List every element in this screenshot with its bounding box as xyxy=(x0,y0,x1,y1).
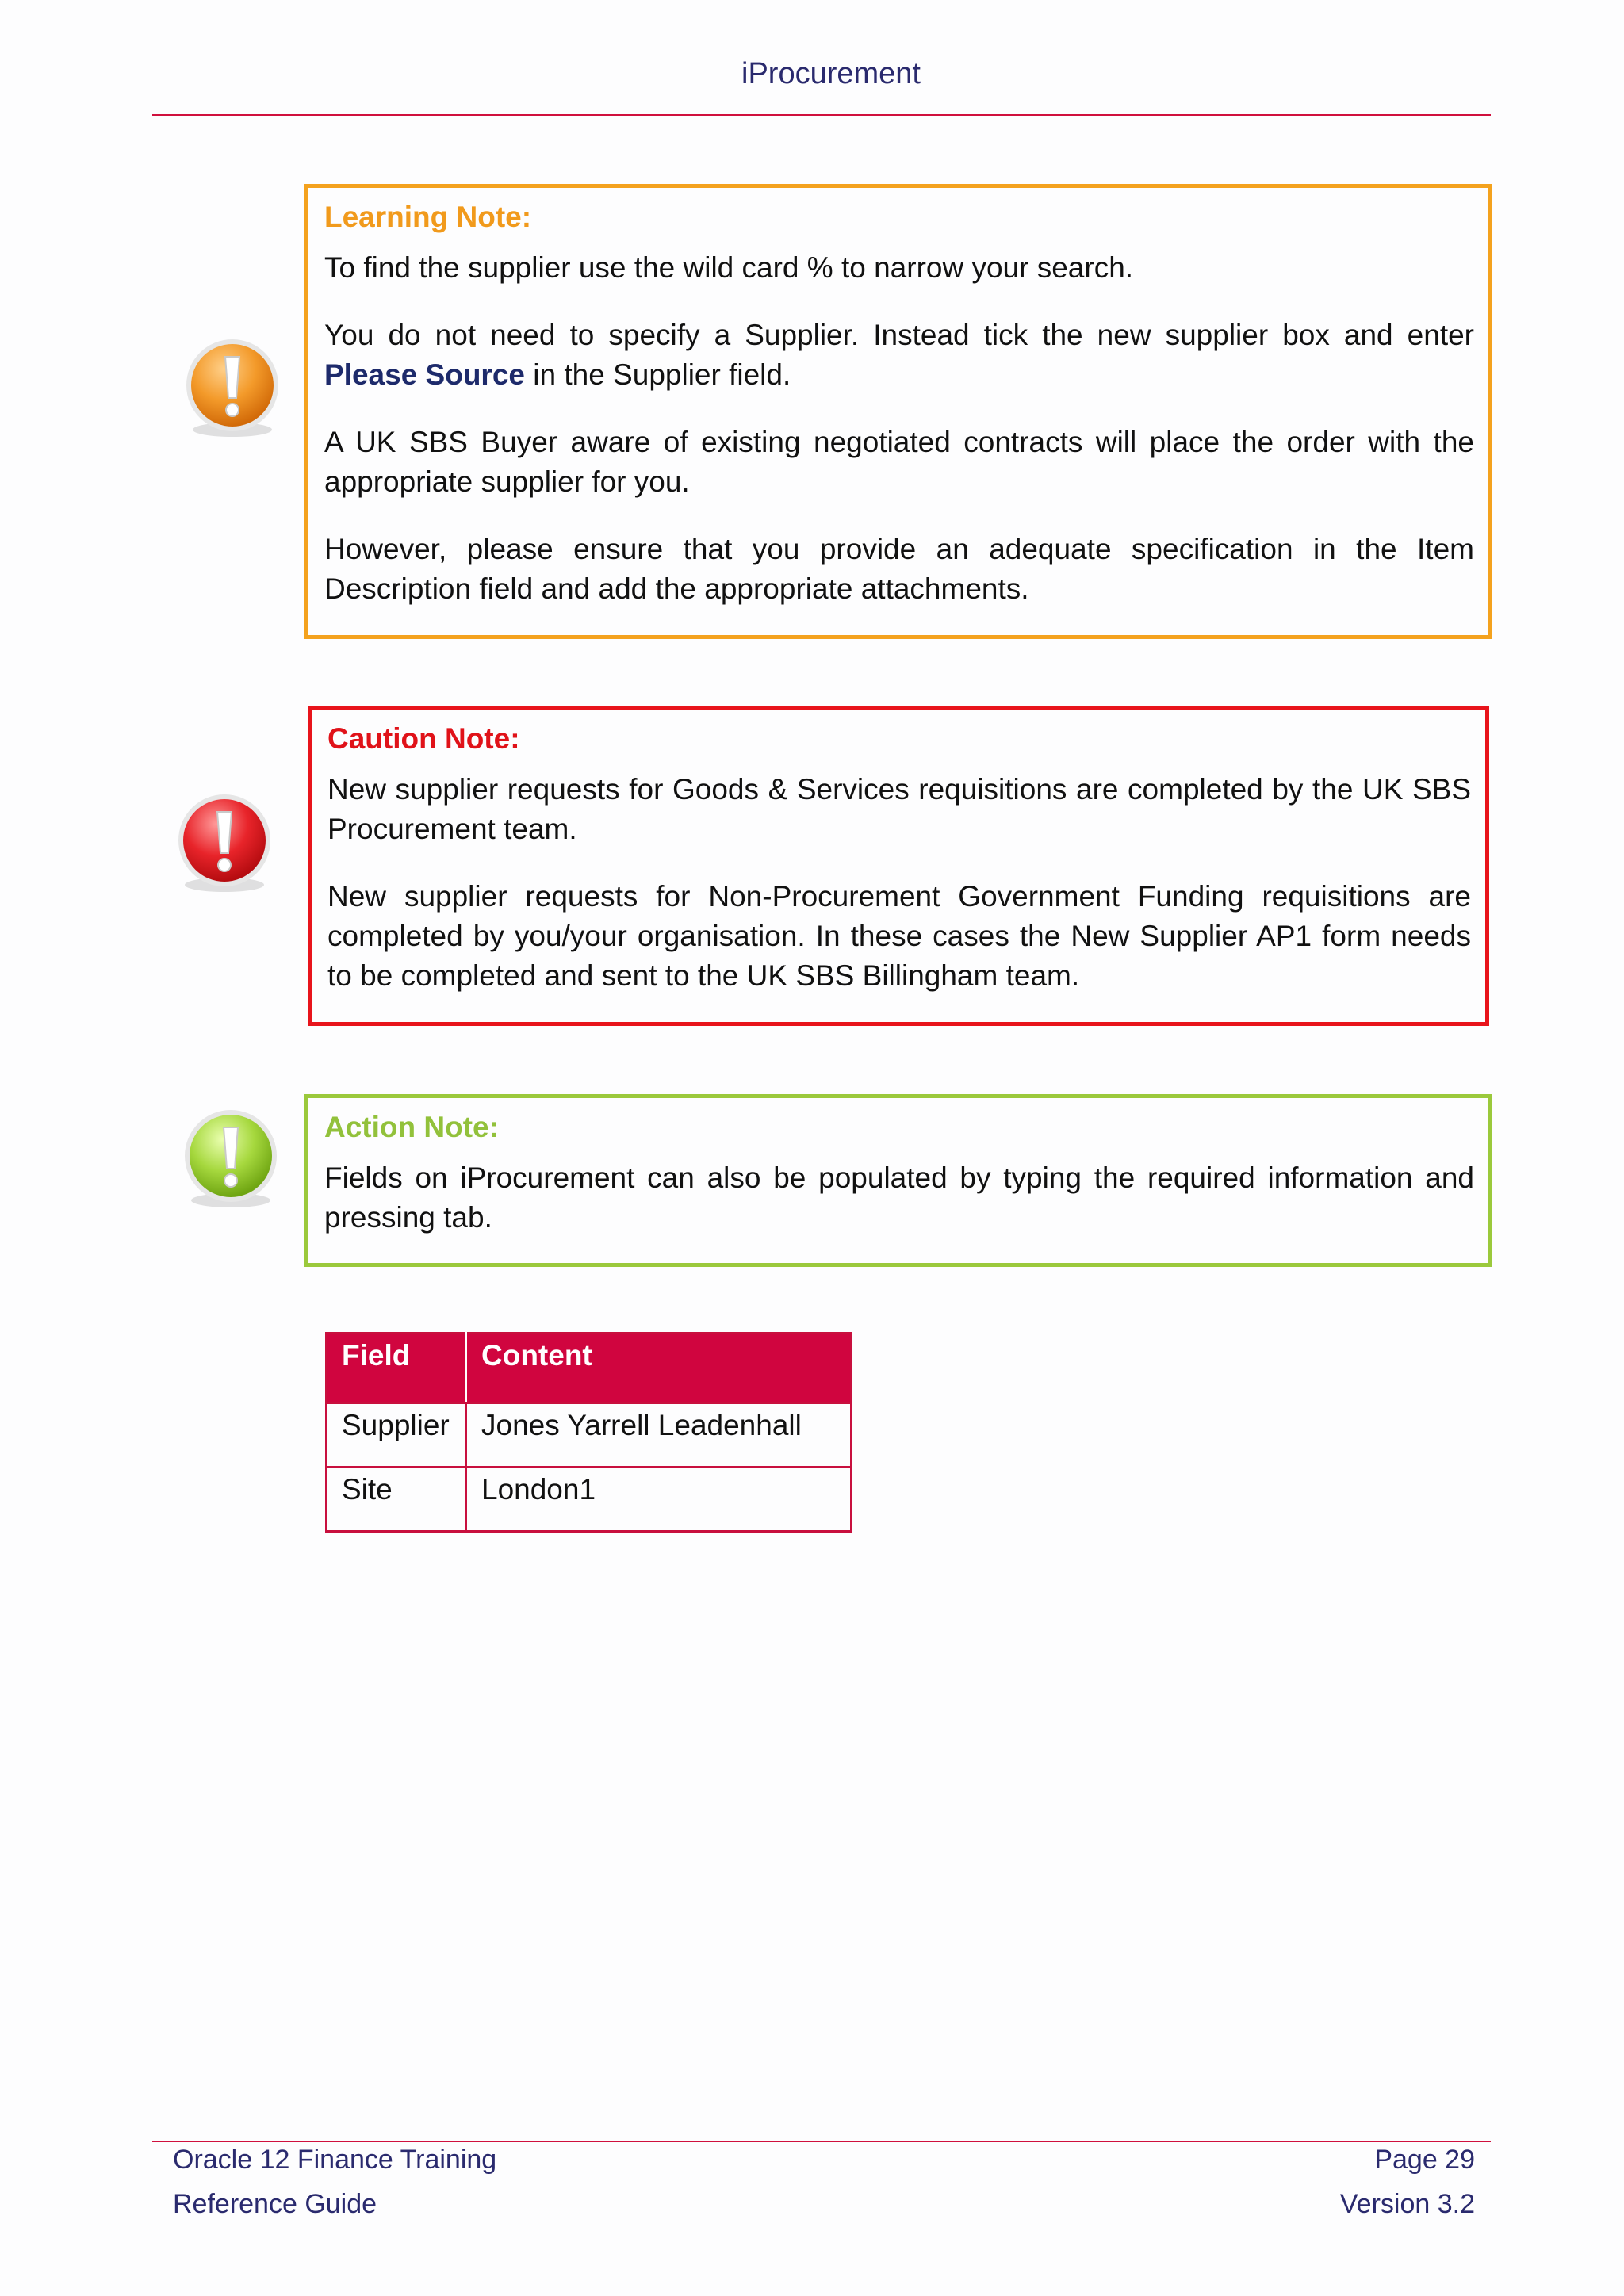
version-number: Version 3.2 xyxy=(1339,2189,1475,2219)
action-note-paragraph: Fields on iProcurement can also be populated by typing the required information and pressing tab. xyxy=(324,1161,1474,1234)
learning-note-paragraph: To find the supplier use the wild card % to narrow your search. xyxy=(324,251,1134,284)
table-header-field: Field xyxy=(327,1334,466,1403)
caution-warning-icon xyxy=(173,791,276,894)
page-header-title: iProcurement xyxy=(741,57,921,90)
header-rule xyxy=(152,114,1491,116)
table-cell: London1 xyxy=(466,1468,852,1532)
learning-note-paragraph: However, please ensure that you provide an adequate specification in the Item Description field and add the appropriate attachments. xyxy=(324,533,1474,605)
table-header-content: Content xyxy=(466,1334,852,1403)
table-header-row xyxy=(327,1334,852,1403)
learning-note xyxy=(304,184,1492,639)
action-note xyxy=(304,1094,1492,1267)
page-number: Page 29 xyxy=(1374,2145,1475,2175)
learning-note-paragraph xyxy=(324,316,1474,395)
caution-note-title: Caution Note: xyxy=(327,722,520,755)
learning-note-paragraph: A UK SBS Buyer aware of existing negotiated contracts will place the order with the appropriate supplier for you. xyxy=(324,426,1474,498)
action-note-title: Action Note: xyxy=(324,1111,499,1143)
learning-note-title: Learning Note: xyxy=(324,201,532,233)
table-row xyxy=(327,1403,852,1468)
caution-note-paragraph: New supplier requests for Goods & Services requisitions are completed by the UK SBS Procurement team. xyxy=(327,773,1471,845)
table-cell: Site xyxy=(327,1468,466,1532)
caution-note-paragraph: New supplier requests for Non-Procurement Government Funding requisitions are completed by you/your organisation. In these cases the New Supplier AP1 form needs to be completed and sent to the UK SBS Billingham team. xyxy=(327,880,1471,992)
table-row xyxy=(327,1468,852,1532)
footer-left xyxy=(173,2137,496,2226)
footer-right xyxy=(1340,2137,1475,2226)
learning-note-text: You do not need to specify a Supplier. Instead tick the new supplier box and enter xyxy=(324,319,1474,351)
field-content-table xyxy=(325,1332,852,1533)
table-cell: Jones Yarrell Leadenhall xyxy=(466,1403,852,1468)
footer-course-title: Oracle 12 Finance Training xyxy=(173,2145,497,2175)
action-note-icon xyxy=(179,1107,282,1210)
caution-note xyxy=(308,706,1489,1026)
table-cell: Supplier xyxy=(327,1403,466,1468)
footer-doc-type: Reference Guide xyxy=(173,2189,377,2219)
learning-note-text: in the Supplier field. xyxy=(524,358,791,391)
please-source-emphasis: Please Source xyxy=(324,358,525,391)
learning-warning-icon xyxy=(181,336,284,439)
